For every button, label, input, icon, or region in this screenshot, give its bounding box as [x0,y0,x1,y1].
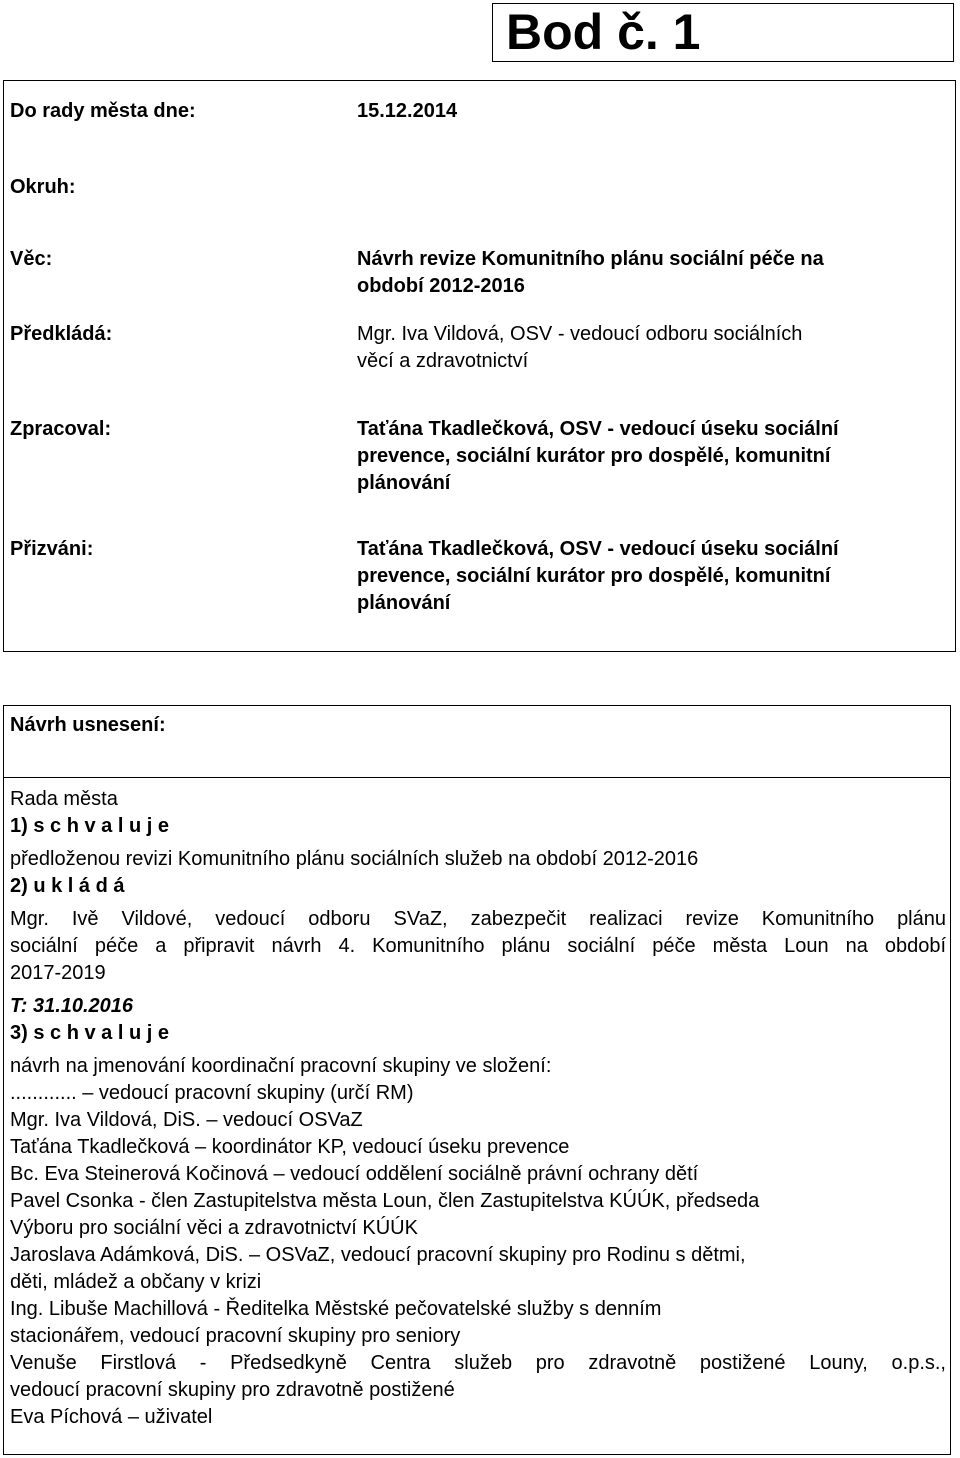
zpracoval-value [357,416,927,497]
zpracoval-line: Taťána Tkadlečková, OSV - vedoucí úseku sociální [357,418,839,440]
item2-line: Mgr. Ivě Vildové, vedoucí odboru SVaZ, zabezpečit realizaci revize Komunitního plánu [10,908,946,930]
item1-heading: 1) s c h v a l u j e [10,815,169,837]
date-value: 15.12.2014 [357,100,458,122]
okruh-label: Okruh: [10,176,76,198]
predklada-label: Předkládá: [10,323,113,345]
member-line: Výboru pro sociální věci a zdravotnictví KÚÚK [10,1217,418,1239]
member-line: vedoucí pracovní skupiny pro zdravotně postižené [10,1379,455,1401]
vec-value [357,246,927,300]
member-line: stacionářem, vedoucí pracovní skupiny pro seniory [10,1325,461,1347]
vec-label: Věc: [10,248,53,270]
member-line: Bc. Eva Steinerová Kočinová – vedoucí oddělení sociálně právní ochrany dětí [10,1163,699,1185]
member-line: Eva Píchová – uživatel [10,1406,213,1428]
zpracoval-line: plánování [357,472,451,494]
resolution-body [10,786,946,1431]
member-line: Pavel Csonka - člen Zastupitelstva města Loun, člen Zastupitelstva KÚÚK, předseda [10,1190,760,1212]
item3-intro: návrh na jmenování koordinační pracovní skupiny ve složení: [10,1055,552,1077]
item1-text: předloženou revizi Komunitního plánu sociálních služeb na období 2012-2016 [10,848,699,870]
resolution-title: Návrh usnesení: [10,714,166,736]
member-line: Jaroslava Adámková, DiS. – OSVaZ, vedoucí pracovní skupiny pro Rodinu s dětmi, [10,1244,746,1266]
prizvani-line: plánování [357,592,451,614]
vec-line: Návrh revize Komunitního plánu sociální péče na [357,248,824,270]
item2-line: 2017-2019 [10,962,106,984]
vec-line: období 2012-2016 [357,275,525,297]
item2-deadline: T: 31.10.2016 [10,995,134,1017]
prizvani-line: Taťána Tkadlečková, OSV - vedoucí úseku sociální [357,538,839,560]
item-number: Bod č. 1 [506,4,701,60]
item2-line: sociální péče a připravit návrh 4. Komunitního plánu sociální péče města Loun na období [10,935,946,957]
member-line: Taťána Tkadlečková – koordinátor KP, vedoucí úseku prevence [10,1136,570,1158]
resolution-divider [3,777,951,778]
predklada-value [357,321,927,375]
member-line: Mgr. Iva Vildová, DiS. – vedoucí OSVaZ [10,1109,363,1131]
item3-heading: 3) s c h v a l u j e [10,1022,169,1044]
predklada-line: věcí a zdravotnictví [357,350,529,372]
council-line: Rada města [10,788,118,810]
member-line: ............ – vedoucí pracovní skupiny (určí RM) [10,1082,414,1104]
prizvani-value [357,536,927,617]
predklada-line: Mgr. Iva Vildová, OSV - vedoucí odboru sociálních [357,323,803,345]
member-line: děti, mládež a občany v krizi [10,1271,262,1293]
member-line: Venuše Firstlová - Předsedkyně Centra služeb pro zdravotně postižené Louny, o.p.s., [10,1352,946,1374]
member-line: Ing. Libuše Machillová - Ředitelka Městské pečovatelské služby s denním [10,1298,662,1320]
prizvani-label: Přizváni: [10,538,94,560]
prizvani-line: prevence, sociální kurátor pro dospělé, komunitní [357,565,831,587]
item2-heading: 2) u k l á d á [10,875,125,897]
date-label: Do rady města dne: [10,100,196,122]
zpracoval-label: Zpracoval: [10,418,112,440]
zpracoval-line: prevence, sociální kurátor pro dospělé, komunitní [357,445,831,467]
